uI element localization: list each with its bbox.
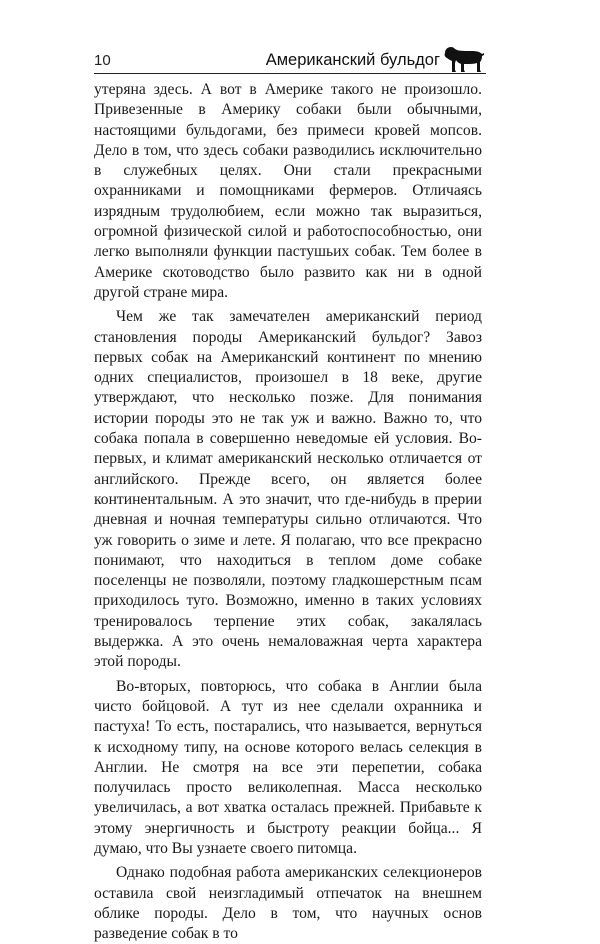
page-header — [94, 44, 486, 74]
body-text — [94, 80, 482, 944]
running-title: Американский бульдог — [265, 51, 440, 69]
paragraph-3: Во-вторых, повторюсь, что собака в Англии была чисто бойцовой. А тут из нее сделали охранника и пастуха! То есть, постарались, что называется, вернуться к исходному типу, на основе которого велась селекция в Англии. Не смотря на все эти перепетии, собака получилась просто великолепная. Масса несколько увеличилась, а вот хватка осталась прежней. Прибавьте к этому энергичность и быстроту реакции бойца... Я думаю, что Вы узнаете своего питомца. — [94, 677, 482, 857]
paragraph-2: Чем же так замечателен американский период становления породы Американский бульдог? Завоз первых собак на Американский континент по мнению одних специалистов, произошел в 18 веке, другие утверждают, что несколько позже. Для понимания истории породы это не так уж и важно. Важно то, что собака попала в совершенно неведомые ей условия. Во-первых, и климат американский несколько отличается от английского. Прежде всего, он является более континентальным. А это значит, что где-нибудь в прерии дневная и ночная температуры сильно отличаются. Что уж говорить о зиме и лете. Я полагаю, что все прекрасно понимают, что находиться в теплом доме собаке поселенцы не позволяли, поэтому гладкошерстным псам приходилось туго. Возможно, именно в таких условиях тренировалось терпение этих собак, закалялась выдержка. А это очень немаловажная черта характера этой породы. — [94, 308, 482, 671]
dog-silhouette-icon — [442, 44, 486, 74]
paragraph-1: утеряна здесь. А вот в Америке такого не произошло. Привезенные в Америку собаки были обычными, настоящими бульдогами, без примеси кровей мопсов. Дело в том, что здесь собаки разводились исключительно в служебных целях. Они стали прекрасными охранниками и помощниками фермеров. Отличаясь изрядным трудолюбием, если можно так выразиться, огромной физической силой и работоспособностью, они легко выполняли функции пастушьих собак. Тем более в Америке скотоводство было развито как ни в одной другой стране мира. — [94, 81, 482, 301]
paragraph-4: Однако подобная работа американских селекционеров оставила свой неизгладимый отпечаток на внешнем облике породы. Дело в том, что научных основ разведение собак в то — [94, 864, 482, 943]
header-rule — [94, 73, 486, 74]
page-number: 10 — [94, 52, 111, 69]
